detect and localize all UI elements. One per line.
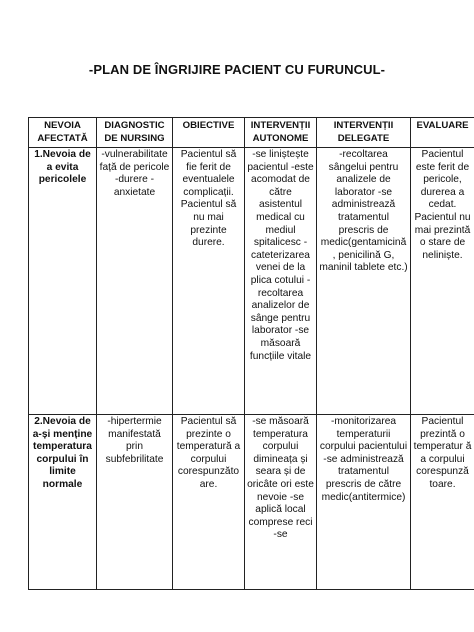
- header-objectives: OBIECTIVE: [173, 118, 245, 148]
- table-row: [29, 415, 474, 590]
- need-cell: 1.Nevoia de a evita pericolele: [29, 148, 97, 415]
- delegated-interventions-cell: -monitorizarea temperaturii corpului pacientului -se administrează tratamentul prescris de către medic(antitermice): [317, 415, 411, 590]
- header-delegated-interventions: INTERVENȚII DELEGATE: [317, 118, 411, 148]
- header-diagnosis: DIAGNOSTIC DE NURSING: [97, 118, 173, 148]
- diagnosis-cell: -hipertermie manifestată prin subfebrilitate: [97, 415, 173, 590]
- table-row: [29, 148, 474, 415]
- table-header-row: [29, 118, 474, 148]
- header-need: NEVOIA AFECTATĂ: [29, 118, 97, 148]
- need-cell: 2.Nevoia de a-și menține temperatura corpului în limite normale: [29, 415, 97, 590]
- objectives-cell: Pacientul să prezinte o temperatură a corpului corespunzăto are.: [173, 415, 245, 590]
- autonomous-interventions-cell: -se liniștește pacientul -este acomodat de către asistentul medical cu mediul spitalicesc -cateterizarea venei de la plica cotului -recoltarea analizelor de sânge pentru laborator -se măsoară funcțiile vitale: [245, 148, 317, 415]
- evaluation-cell: Pacientul prezintă o temperatur ă a corpului corespunză toare.: [411, 415, 474, 590]
- diagnosis-cell: -vulnerabilitate față de pericole -durere -anxietate: [97, 148, 173, 415]
- page-title: -PLAN DE ÎNGRIJIRE PACIENT CU FURUNCUL-: [88, 62, 386, 77]
- header-autonomous-interventions: INTERVENȚII AUTONOME: [245, 118, 317, 148]
- delegated-interventions-cell: -recoltarea sângelui pentru analizele de laborator -se administrează tratamentul prescris de medic(gentamicină , penicilină G, maninil tablete etc.): [317, 148, 411, 415]
- evaluation-cell: Pacientul este ferit de pericole, durerea a cedat. Pacientul nu mai prezintă o stare de neliniște.: [411, 148, 474, 415]
- header-evaluation: EVALUARE: [411, 118, 474, 148]
- care-plan-table: [28, 117, 474, 590]
- objectives-cell: Pacientul să fie ferit de eventualele complicații. Pacientul să nu mai prezinte durere.: [173, 148, 245, 415]
- autonomous-interventions-cell: -se măsoară temperatura corpului dimineața și seara și de oricâte ori este nevoie -se aplică local comprese reci -se: [245, 415, 317, 590]
